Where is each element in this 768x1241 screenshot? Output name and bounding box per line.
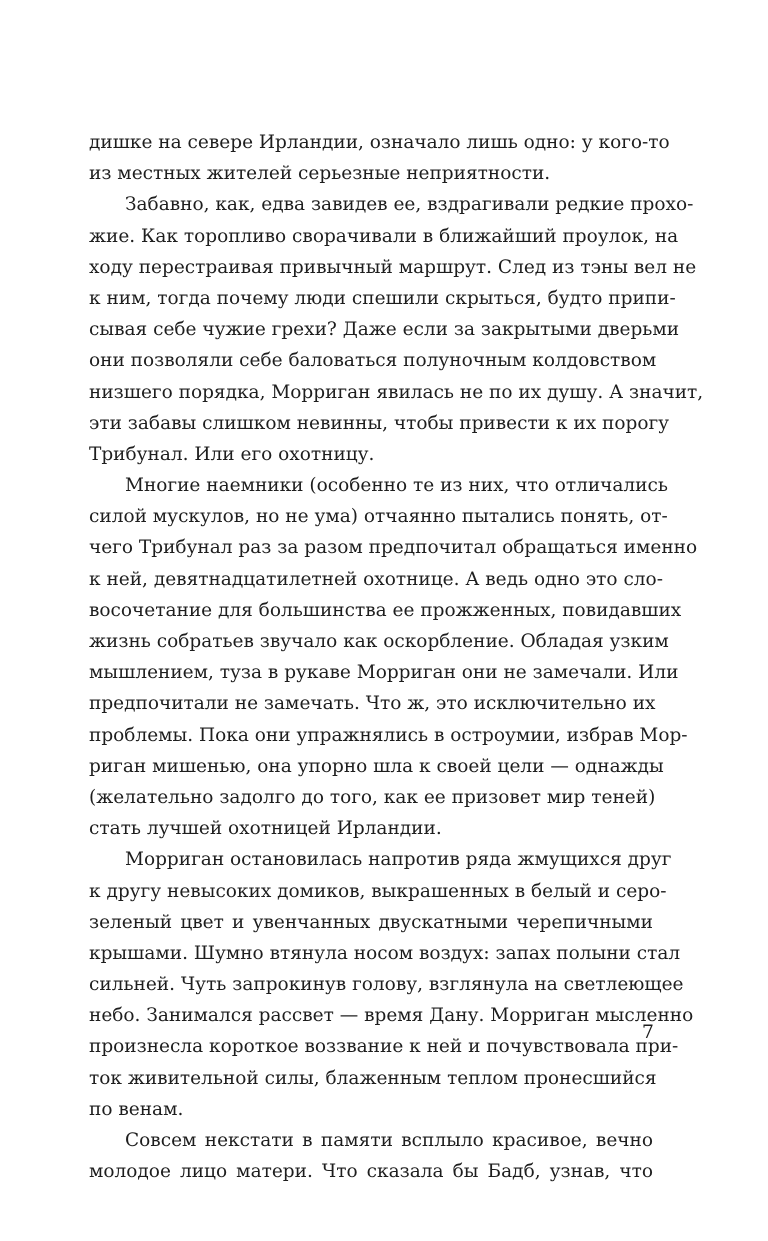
text-line: ток живительной силы, блаженным теплом пронесшийся bbox=[89, 1067, 657, 1089]
text-line: зеленый цвет и увенчанных двускатными черепичными bbox=[89, 911, 653, 933]
text-line: низшего порядка, Морриган явилась не по их душу. А значит, bbox=[89, 381, 704, 403]
text-line: (желательно задолго до того, как ее призовет мир теней) bbox=[89, 786, 656, 808]
text-line: риган мишенью, она упорно шла к своей цели — однажды bbox=[89, 755, 664, 777]
text-line: ходу перестраивая привычный маршрут. След из тэны вел не bbox=[89, 256, 697, 278]
text-line: дишке на севере Ирландии, означало лишь одно: у кого-то bbox=[89, 132, 670, 153]
text-line: Морриган остановилась напротив ряда жмущихся друг bbox=[125, 849, 672, 871]
text-line: небо. Занимался рассвет — время Дану. Морриган мысленно bbox=[89, 1005, 694, 1027]
text-line: жие. Как торопливо сворачивали в ближайший проулок, на bbox=[89, 225, 679, 247]
text-line: силой мускулов, но не ума) отчаянно пытались понять, от- bbox=[89, 506, 668, 528]
text-line: по венам. bbox=[89, 1098, 184, 1120]
page-number: 7 bbox=[641, 1021, 654, 1043]
text-line: к ней, девятнадцатилетней охотнице. А ведь одно это сло- bbox=[89, 568, 663, 590]
text-line: Забавно, как, едва завидев ее, вздрагивали редкие прохо- bbox=[125, 194, 694, 216]
text-line: они позволяли себе баловаться полуночным колдовством bbox=[89, 350, 657, 372]
text-line: Совсем некстати в памяти всплыло красивое, вечно bbox=[125, 1130, 653, 1151]
text-line: чего Трибунал раз за разом предпочитал обращаться именно bbox=[89, 537, 698, 559]
paragraph bbox=[89, 127, 670, 189]
text-line: из местных жителей серьезные неприятности. bbox=[89, 163, 551, 185]
text-line: крышами. Шумно втянула носом воздух: запах полыни стал bbox=[89, 942, 681, 964]
text-line: проблемы. Пока они упражнялись в остроумии, избрав Мор- bbox=[89, 724, 688, 746]
text-line: Многие наемники (особенно те из них, что отличались bbox=[125, 475, 668, 497]
text-line: сильней. Чуть запрокинув голову, взглянула на светлеющее bbox=[89, 974, 684, 996]
text-line: Трибунал. Или его охотницу. bbox=[89, 443, 375, 465]
text-line: эти забавы слишком невинны, чтобы привести к их порогу bbox=[89, 412, 670, 434]
text-line: сывая себе чужие грехи? Даже если за закрытыми дверьми bbox=[89, 319, 680, 341]
body-text bbox=[89, 127, 704, 1187]
text-line: восочетание для большинства ее прожженных, повидавших bbox=[89, 599, 682, 621]
text-line: произнесла короткое воззвание к ней и почувствовала при- bbox=[89, 1036, 679, 1058]
paragraph bbox=[89, 844, 694, 1125]
paragraph bbox=[89, 189, 704, 470]
text-line: предпочитали не замечать. Что ж, это исключительно их bbox=[89, 693, 656, 715]
text-line: молодое лицо матери. Что сказала бы Бадб, узнав, что bbox=[89, 1161, 653, 1183]
text-line: стать лучшей охотницей Ирландии. bbox=[89, 818, 442, 840]
text-line: к другу невысоких домиков, выкрашенных в белый и серо- bbox=[89, 880, 667, 902]
text-line: к ним, тогда почему люди спешили скрыться, будто припи- bbox=[89, 287, 676, 309]
paragraph bbox=[89, 470, 698, 844]
text-line: мышлением, туза в рукаве Морриган они не замечали. Или bbox=[89, 662, 679, 684]
paragraph bbox=[89, 1125, 653, 1187]
text-line: жизнь собратьев звучало как оскорбление. Обладая узким bbox=[89, 631, 669, 652]
